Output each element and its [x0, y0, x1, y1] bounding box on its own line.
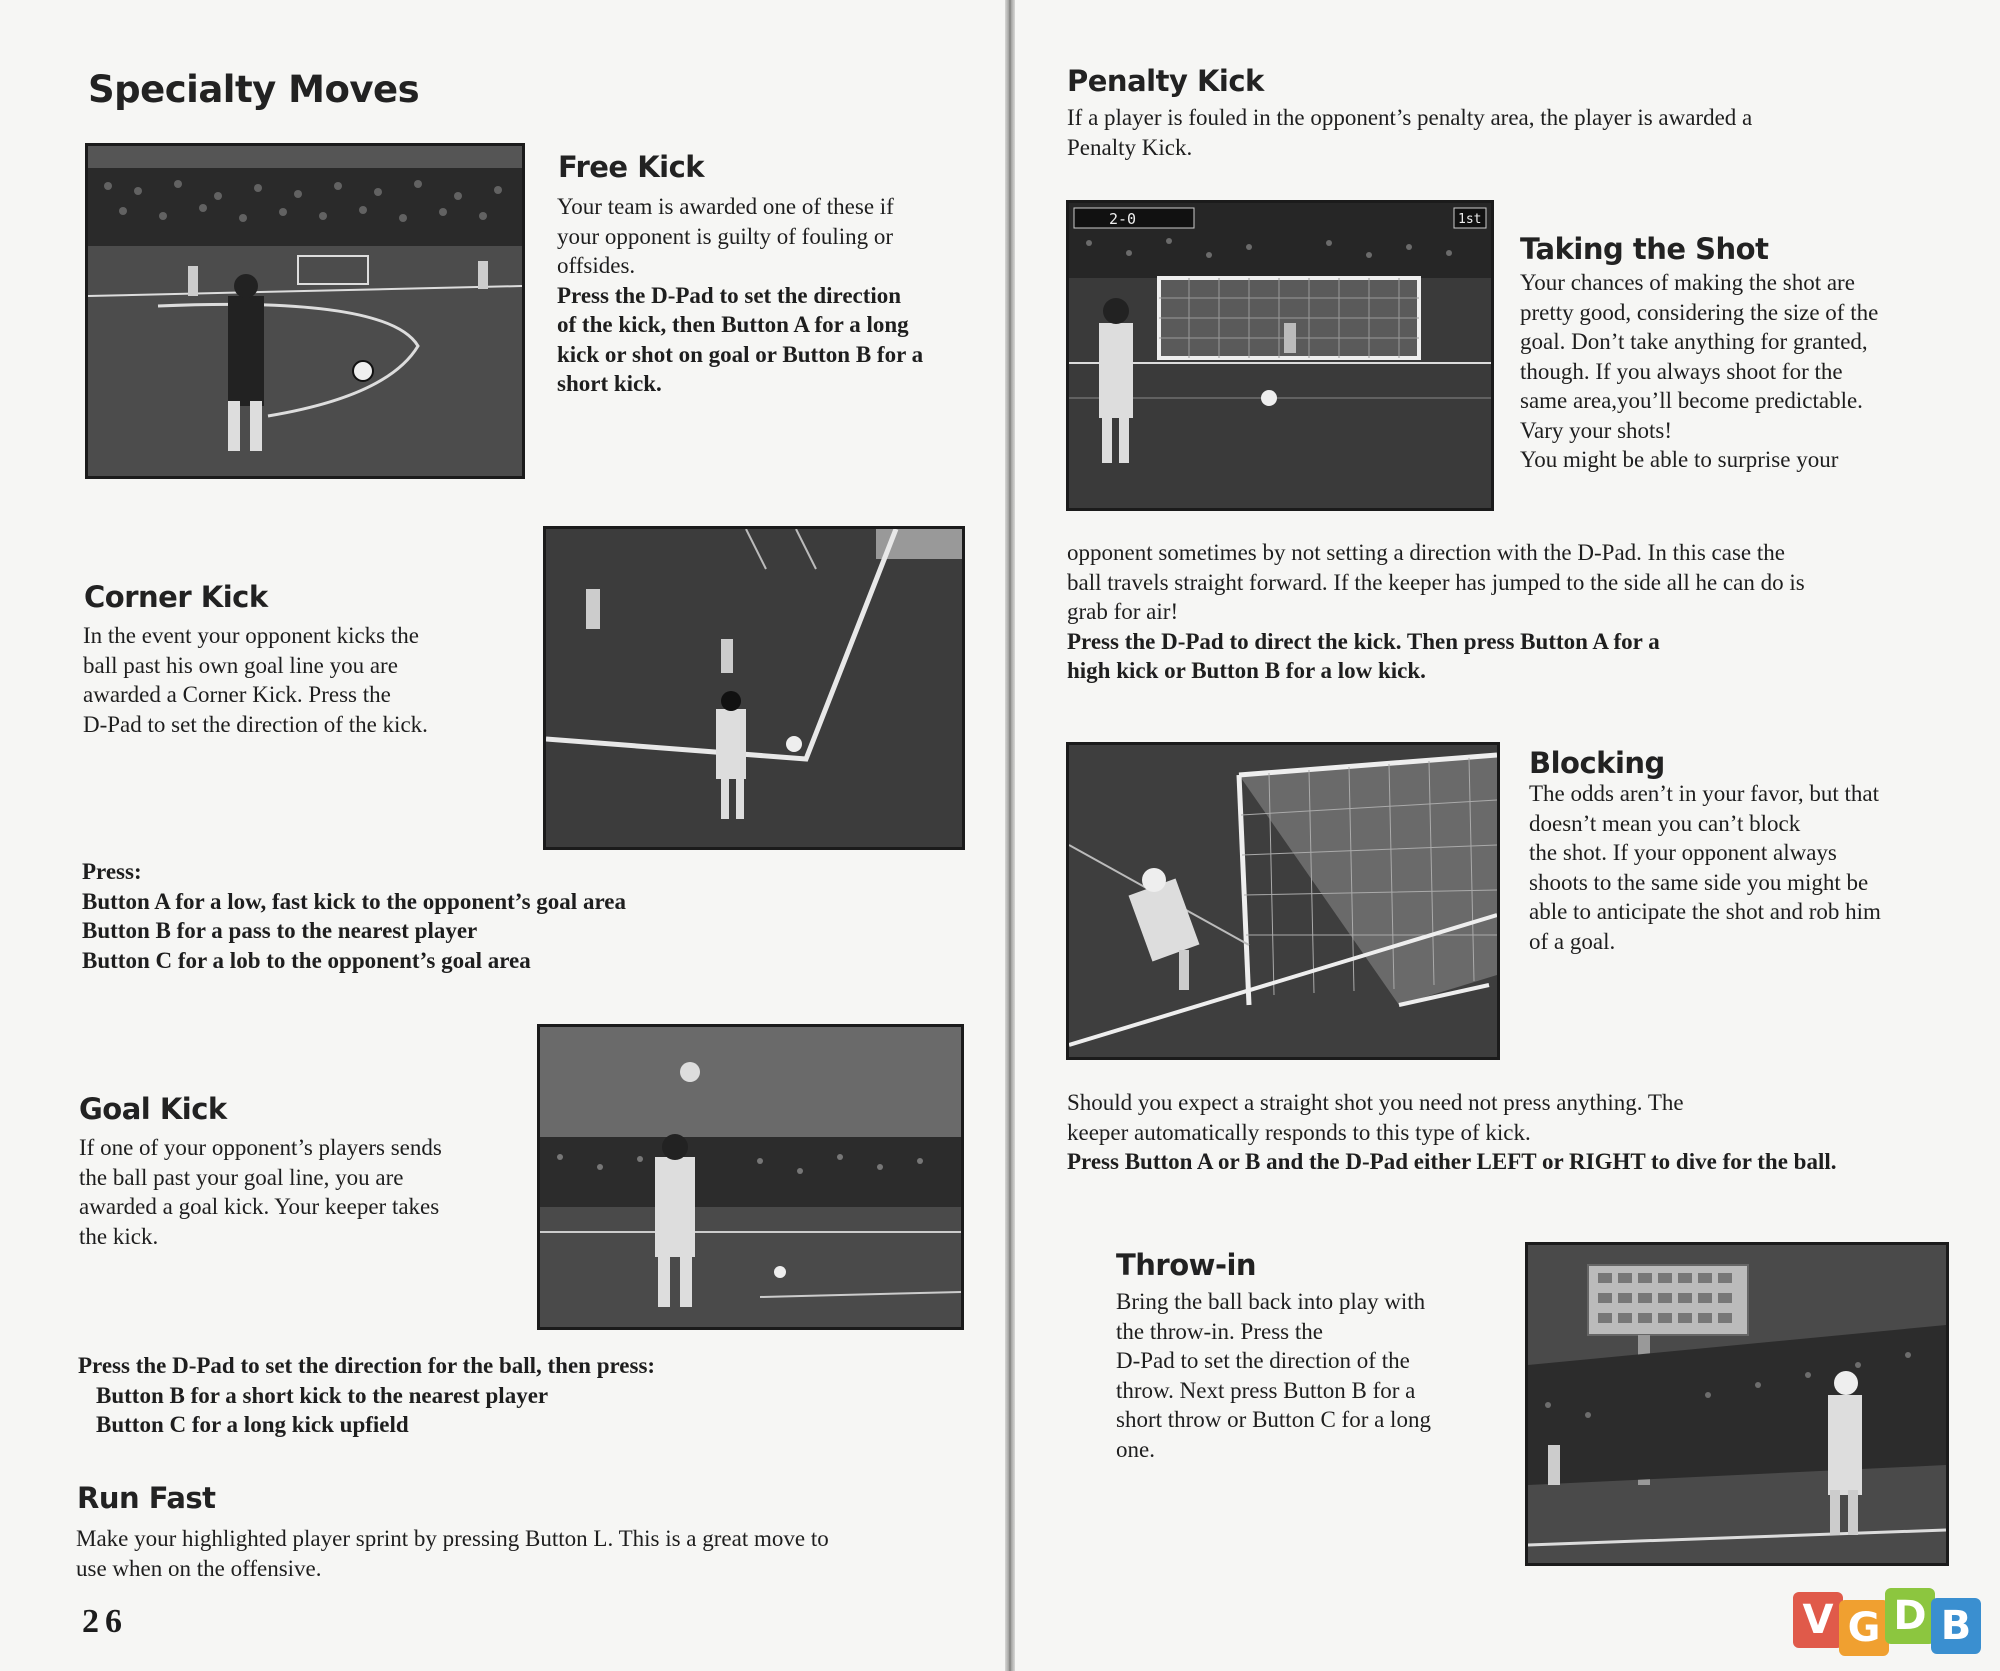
- text-line: of a goal.: [1529, 928, 1616, 954]
- taking-the-shot-heading: Taking the Shot: [1520, 232, 1769, 266]
- press-label: Press:: [82, 859, 142, 884]
- throw-in-description: [1116, 1287, 1431, 1464]
- corner-kick-buttons: [82, 857, 626, 975]
- score-readout: 2-0: [1109, 210, 1137, 228]
- blocking-heading: Blocking: [1529, 746, 1665, 780]
- text-line: your opponent is guilty of fouling or: [557, 223, 894, 249]
- text-line: awarded a Corner Kick. Press the: [83, 682, 391, 707]
- text-line: one.: [1116, 1436, 1155, 1462]
- penalty-kick-screenshot: [1066, 200, 1494, 511]
- blocking-continued: [1067, 1088, 1837, 1177]
- page-title: Specialty Moves: [88, 68, 420, 111]
- text-line: ball past his own goal line you are: [83, 652, 398, 678]
- throw-in-heading: Throw-in: [1116, 1248, 1257, 1282]
- text-line: grab for air!: [1067, 599, 1179, 624]
- instruction-line: Button A for a low, fast kick to the opponent’s goal area: [82, 888, 626, 914]
- text-line: short throw or Button C for a long: [1116, 1407, 1431, 1432]
- instruction-line: Button C for a lob to the opponent’s goal area: [82, 947, 531, 973]
- book-gutter: [1005, 0, 1015, 1671]
- penalty-kick-description: [1067, 103, 1752, 162]
- text-line: In the event your opponent kicks the: [83, 623, 419, 648]
- text-line: use when on the offensive.: [76, 1555, 322, 1581]
- goal-kick-description: [79, 1133, 442, 1251]
- text-line: D-Pad to set the direction of the kick.: [83, 711, 428, 737]
- text-line: If one of your opponent’s players sends: [79, 1135, 442, 1160]
- text-line: You might be able to surprise your: [1520, 447, 1839, 472]
- goal-kick-buttons: [78, 1351, 655, 1440]
- text-line: pretty good, considering the size of the: [1520, 299, 1879, 325]
- goal-kick-screenshot: [537, 1024, 964, 1330]
- text-line: D-Pad to set the direction of the: [1116, 1348, 1410, 1373]
- throw-in-screenshot: [1525, 1242, 1949, 1566]
- corner-kick-screenshot: [543, 526, 965, 850]
- vgdb-watermark: [1793, 1588, 1993, 1658]
- instruction-line: kick or shot on goal or Button B for a: [557, 341, 924, 367]
- text-line: the ball past your goal line, you are: [79, 1164, 404, 1190]
- text-line: If a player is fouled in the opponent’s penalty area, the player is awarded a: [1067, 105, 1753, 130]
- text-line: opponent sometimes by not setting a direction with the D-Pad. In this case the: [1067, 540, 1785, 565]
- text-line: the kick.: [79, 1223, 159, 1249]
- blocking-screenshot: [1066, 742, 1500, 1060]
- taking-the-shot-continued: [1067, 538, 1805, 686]
- corner-kick-description: [83, 621, 428, 739]
- free-kick-heading: Free Kick: [558, 150, 705, 184]
- text-line: ball travels straight forward. If the keeper has jumped to the side all he can do is: [1067, 569, 1805, 595]
- text-line: the throw-in. Press the: [1116, 1318, 1323, 1344]
- text-line: goal. Don’t take anything for granted,: [1520, 329, 1868, 354]
- watermark-letter: V: [1793, 1592, 1843, 1648]
- instruction-line: Press the D-Pad to set the direction: [557, 282, 902, 308]
- text-line: Make your highlighted player sprint by pressing Button L. This is a great move to: [76, 1526, 829, 1551]
- instruction-line: Button B for a short kick to the nearest player: [96, 1382, 549, 1408]
- watermark-letter: G: [1839, 1600, 1889, 1656]
- free-kick-description: [557, 192, 923, 399]
- text-line: though. If you always shoot for the: [1520, 358, 1843, 384]
- run-fast-heading: Run Fast: [77, 1481, 216, 1515]
- blocking-description: [1529, 779, 1881, 956]
- instruction-line: high kick or Button B for a low kick.: [1067, 658, 1426, 683]
- instruction-line: Button C for a long kick upfield: [96, 1412, 409, 1437]
- text-line: able to anticipate the shot and rob him: [1529, 899, 1881, 924]
- goal-kick-heading: Goal Kick: [79, 1092, 227, 1126]
- corner-kick-heading: Corner Kick: [84, 580, 268, 614]
- text-line: Should you expect a straight shot you need not press anything. The: [1067, 1090, 1684, 1115]
- text-line: the shot. If your opponent always: [1529, 840, 1837, 865]
- watermark-letter: B: [1931, 1598, 1981, 1654]
- instruction-line: short kick.: [557, 371, 662, 396]
- free-kick-screenshot: [85, 143, 525, 479]
- text-line: same area,you’ll become predictable.: [1520, 388, 1863, 413]
- instruction-line: of the kick, then Button A for a long: [557, 312, 909, 337]
- text-line: throw. Next press Button B for a: [1116, 1377, 1416, 1403]
- instruction-lead: Press the D-Pad to set the direction for the ball, then press:: [78, 1353, 656, 1378]
- text-line: doesn’t mean you can’t block: [1529, 810, 1801, 836]
- text-line: offsides.: [557, 253, 636, 278]
- text-line: shoots to the same side you might be: [1529, 869, 1869, 895]
- text-line: keeper automatically responds to this type of kick.: [1067, 1119, 1531, 1145]
- taking-the-shot-description: [1520, 268, 1878, 475]
- instruction-line: Press the D-Pad to direct the kick. Then press Button A for a: [1067, 628, 1660, 654]
- instruction-line: Button B for a pass to the nearest player: [82, 918, 478, 943]
- run-fast-description: [76, 1524, 829, 1583]
- text-line: awarded a goal kick. Your keeper takes: [79, 1194, 440, 1219]
- text-line: Your team is awarded one of these if: [557, 194, 894, 219]
- penalty-kick-heading: Penalty Kick: [1067, 64, 1264, 98]
- text-line: Penalty Kick.: [1067, 134, 1193, 160]
- text-line: Vary your shots!: [1520, 417, 1673, 443]
- period-readout: 1st: [1458, 212, 1482, 227]
- instruction-line: Press Button A or B and the D-Pad either LEFT or RIGHT to dive for the ball.: [1067, 1149, 1837, 1174]
- watermark-letter: D: [1885, 1588, 1935, 1644]
- page-number-left: 26: [82, 1603, 128, 1640]
- text-line: Your chances of making the shot are: [1520, 270, 1855, 295]
- text-line: Bring the ball back into play with: [1116, 1289, 1426, 1314]
- text-line: The odds aren’t in your favor, but that: [1529, 781, 1879, 806]
